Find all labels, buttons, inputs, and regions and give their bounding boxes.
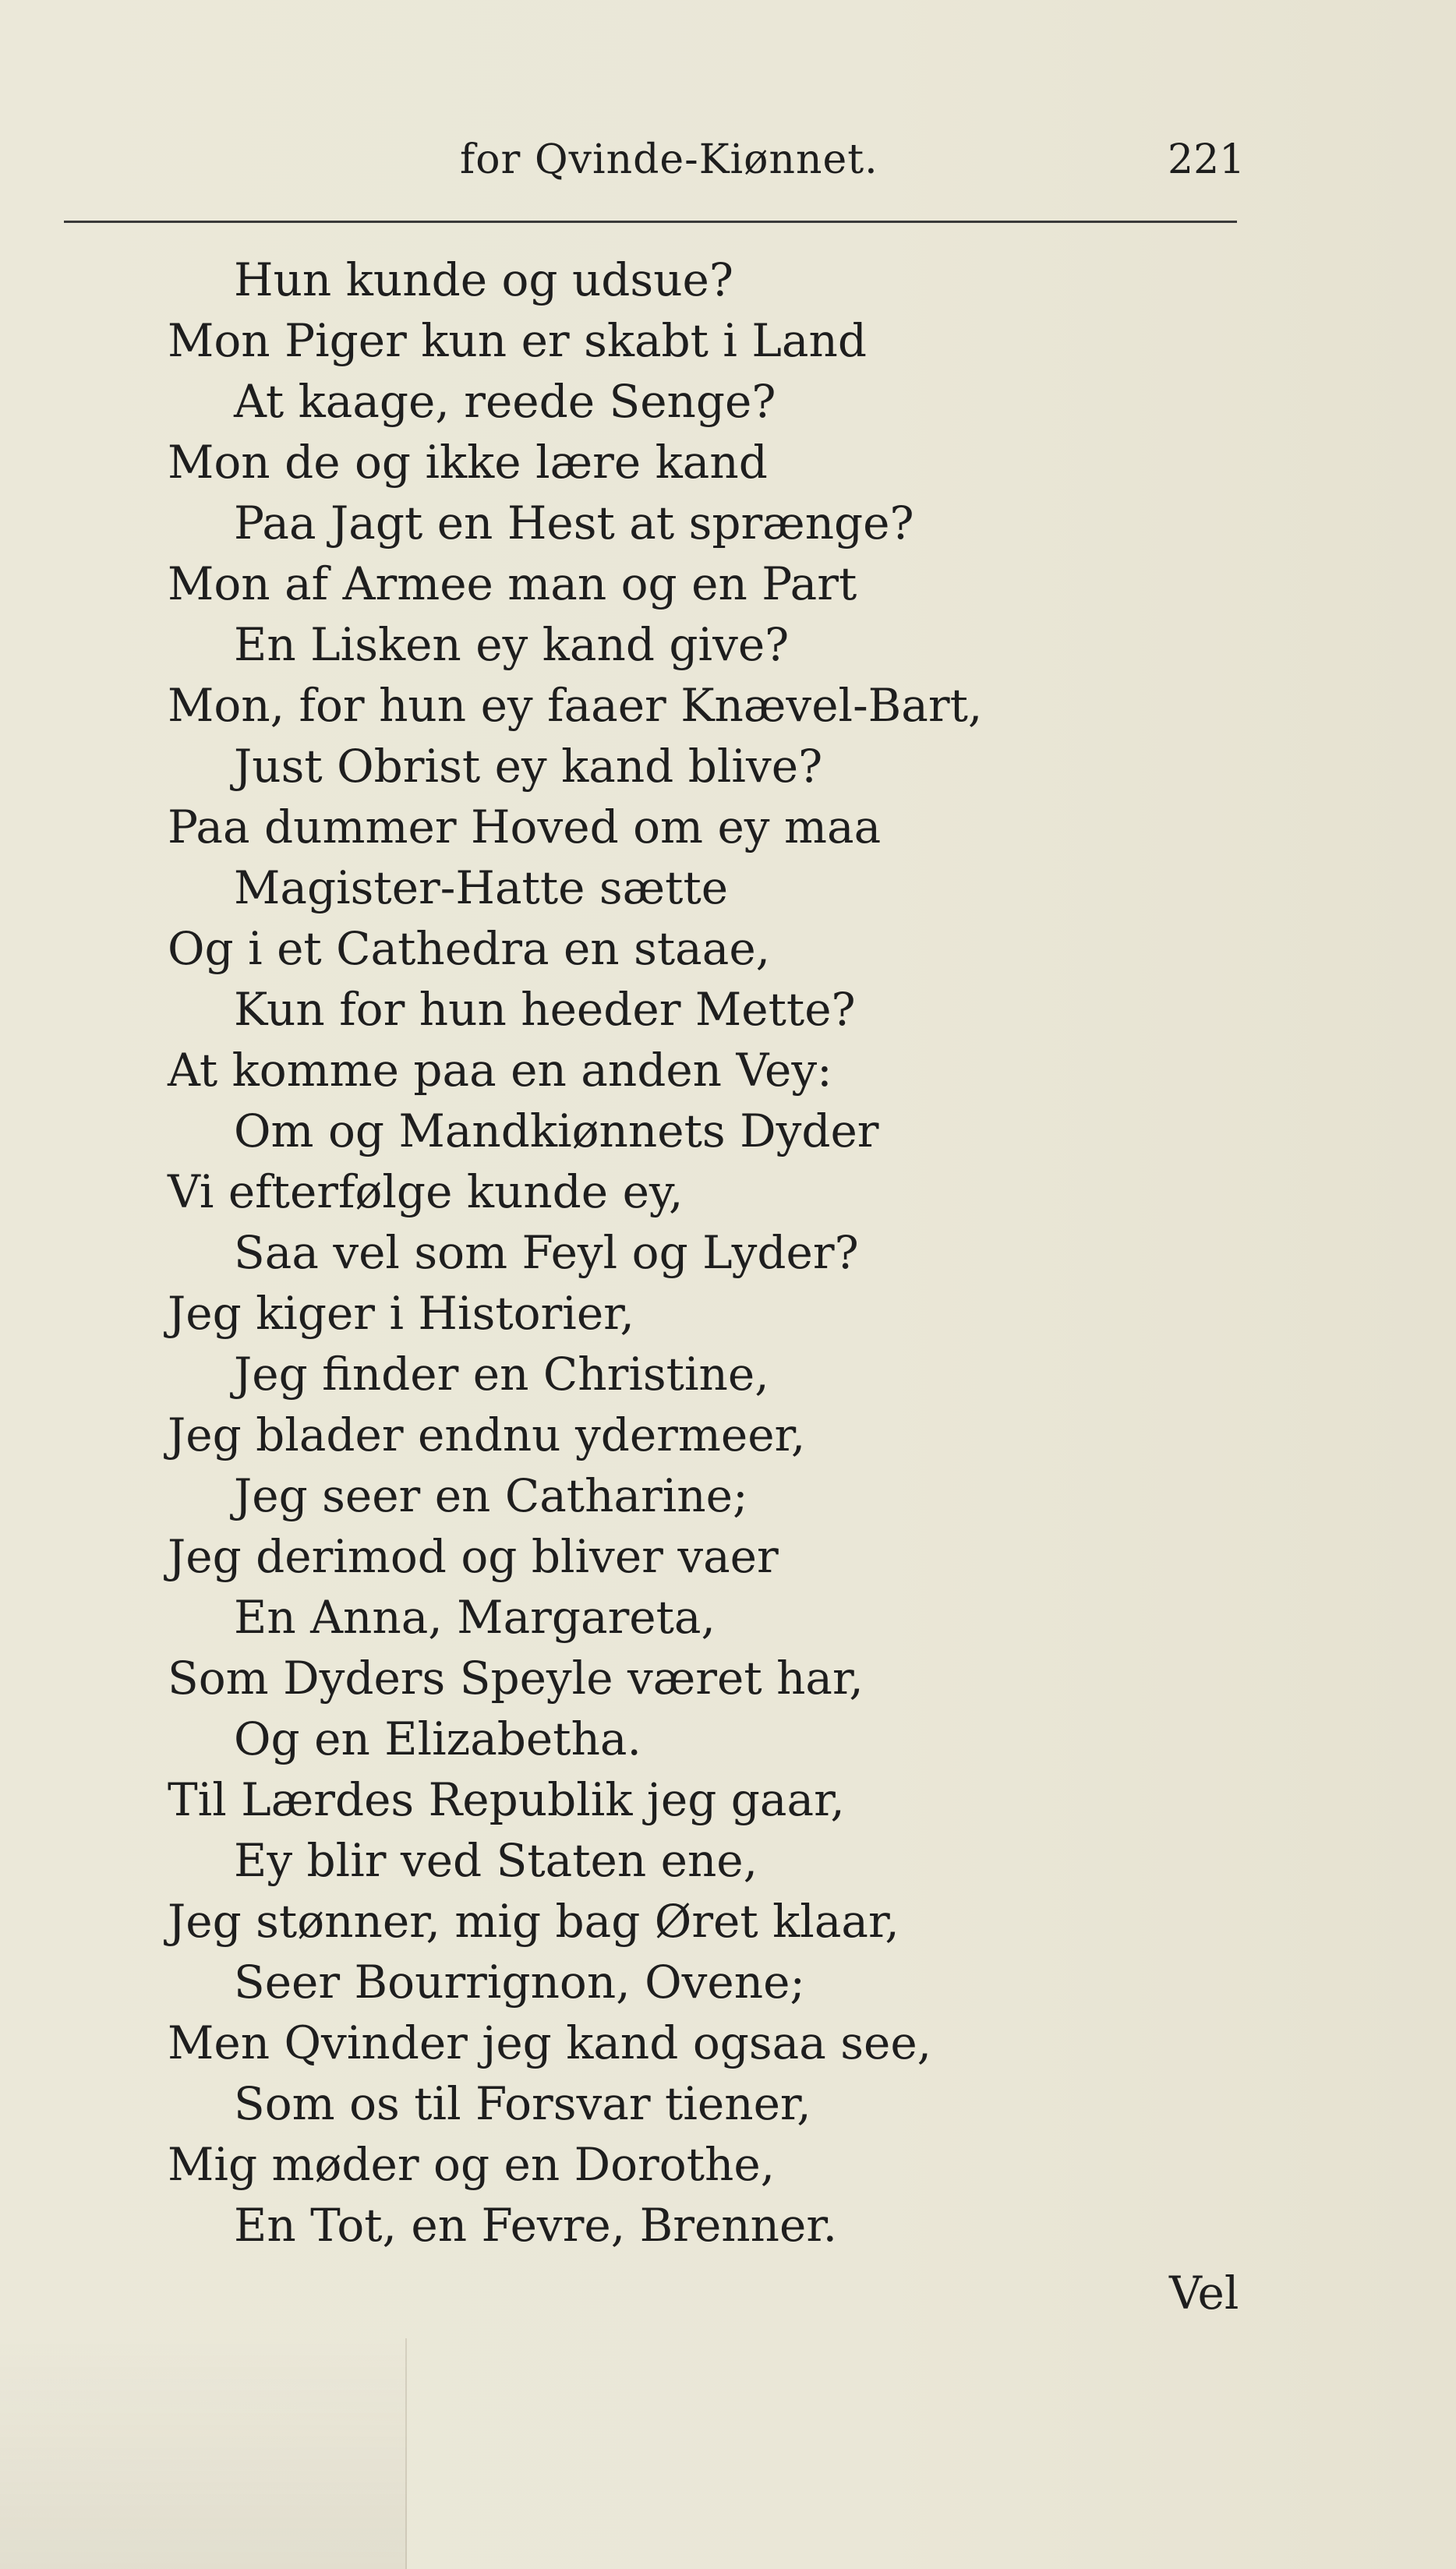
poem-line: Som os til Forsvar tiener, <box>234 2077 811 2130</box>
poem-line: Magister-Hatte sætte <box>234 861 729 914</box>
poem-line: At komme paa en anden Vey: <box>168 1044 832 1097</box>
header-rule <box>64 221 1237 223</box>
poem-line: Saa vel som Feyl og Lyder? <box>234 1226 859 1279</box>
poem-line: Paa dummer Hoved om ey maa <box>168 800 882 853</box>
catchword: Vel <box>1169 2267 1239 2320</box>
poem-line: Om og Mandkiønnets Dyder <box>234 1104 879 1157</box>
poem-line: Jeg finder en Christine, <box>234 1348 769 1401</box>
poem-line: Ey blir ved Staten ene, <box>234 1834 758 1887</box>
poem-line: Mon af Armee man og en Part <box>168 557 857 610</box>
poem-line: At kaage, reede Senge? <box>234 375 776 428</box>
poem-line: Kun for hun heeder Mette? <box>234 983 856 1036</box>
poem-line: Til Lærdes Republik jeg gaar, <box>168 1773 845 1826</box>
poem-line: Jeg stønner, mig bag Øret klaar, <box>168 1895 899 1948</box>
poem-line: Just Obrist ey kand blive? <box>234 740 823 793</box>
poem-line: Mon, for hun ey faaer Knævel-Bart, <box>168 679 983 732</box>
poem-line: Seer Bourrignon, Ovene; <box>234 1956 805 2009</box>
poem-line: Jeg blader endnu ydermeer, <box>168 1408 806 1461</box>
poem-line: En Lisken ey kand give? <box>234 618 790 671</box>
poem-line: Jeg kiger i Historier, <box>168 1287 634 1340</box>
poem-line: Som Dyders Speyle været har, <box>168 1652 864 1705</box>
page-edge-shadow <box>0 2338 407 2569</box>
poem-line: En Anna, Margareta, <box>234 1591 716 1644</box>
poem-line: Vi efterfølge kunde ey, <box>168 1165 684 1218</box>
poem-line: Men Qvinder jeg kand ogsaa see, <box>168 2016 932 2069</box>
poem-line: En Tot, en Fevre, Brenner. <box>234 2199 838 2252</box>
poem-line: Mon Piger kun er skabt i Land <box>168 314 867 367</box>
poem-line: Jeg seer en Catharine; <box>234 1469 748 1522</box>
poem-line: Mig møder og en Dorothe, <box>168 2138 776 2191</box>
poem-line: Og i et Cathedra en staae, <box>168 922 771 975</box>
poem-line: Paa Jagt en Hest at sprænge? <box>234 496 914 549</box>
poem-line: Hun kunde og udsue? <box>234 253 733 306</box>
poem-line: Og en Elizabetha. <box>234 1712 641 1765</box>
page-number: 221 <box>1168 136 1246 183</box>
poem-line: Jeg derimod og bliver vaer <box>168 1530 779 1583</box>
running-head: for Qvinde-Kiønnet. <box>460 136 878 183</box>
poem-line: Mon de og ikke lære kand <box>168 436 768 489</box>
